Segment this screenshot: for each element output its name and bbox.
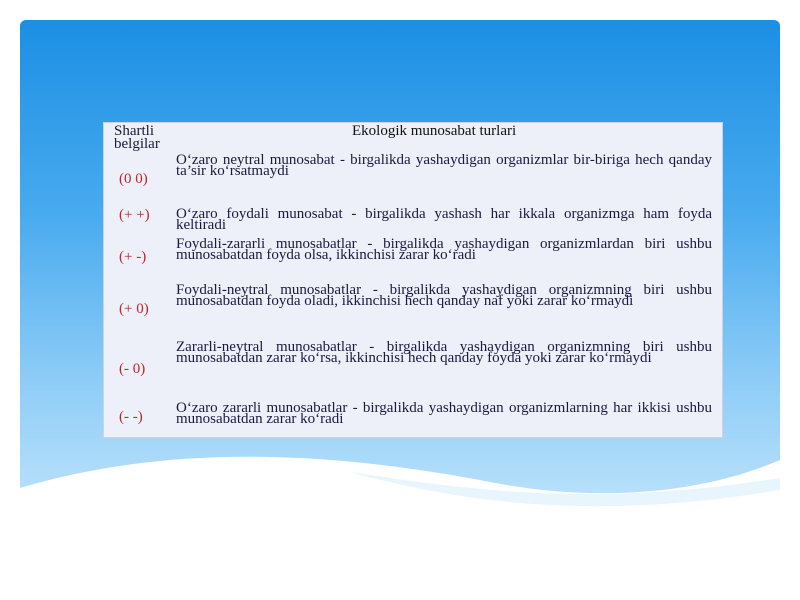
- slide: [20, 20, 780, 580]
- row-sign: (0 0): [119, 171, 148, 187]
- header-left-line2: belgilar: [114, 136, 160, 152]
- row-description: Foydali-zararli munosabatlar - birgalikda yashaydigan organizmlardan biri ushbu munosabatdan foyda olsa, ikkinchisi zarar ko‘radi: [176, 236, 712, 263]
- header-conventional-signs: [114, 125, 160, 151]
- row-description: O‘zaro foydali munosabat - birgalikda yashash har ikkala organizmga ham foyda keltiradi: [176, 206, 712, 233]
- header-left-line1: Shartli: [114, 123, 154, 139]
- row-sign: (+ -): [119, 249, 147, 265]
- row-sign: (- 0): [119, 361, 146, 377]
- row-description: Foydali-neytral munosabatlar - birgalikda yashaydigan organizmning biri ushbu munosabatdan foyda oladi, ikkinchisi hech qanday naf yoki zarar ko‘rmaydi: [176, 282, 712, 309]
- table-title: Ekologik munosabat turlari: [352, 123, 517, 139]
- row-sign: (+ +): [119, 207, 150, 223]
- row-description: O‘zaro neytral munosabat - birgalikda yashaydigan organizmlar bir-biriga hech qanday ta’sir ko‘rsatmaydi: [176, 152, 712, 179]
- row-sign: (- -): [119, 409, 143, 425]
- row-description: O‘zaro zararli munosabatlar - birgalikda yashaydigan organizmlarning har ikkisi ushbu munosabatdan zarar ko‘radi: [176, 400, 712, 427]
- relations-table: [103, 122, 723, 438]
- row-description: Zararli-neytral munosabatlar - birgalikda yashaydigan organizmning biri ushbu munosabatdan zarar ko‘rsa, ikkinchisi hech qanday foyda yoki zarar ko‘rmaydi: [176, 339, 712, 366]
- row-sign: (+ 0): [119, 301, 149, 317]
